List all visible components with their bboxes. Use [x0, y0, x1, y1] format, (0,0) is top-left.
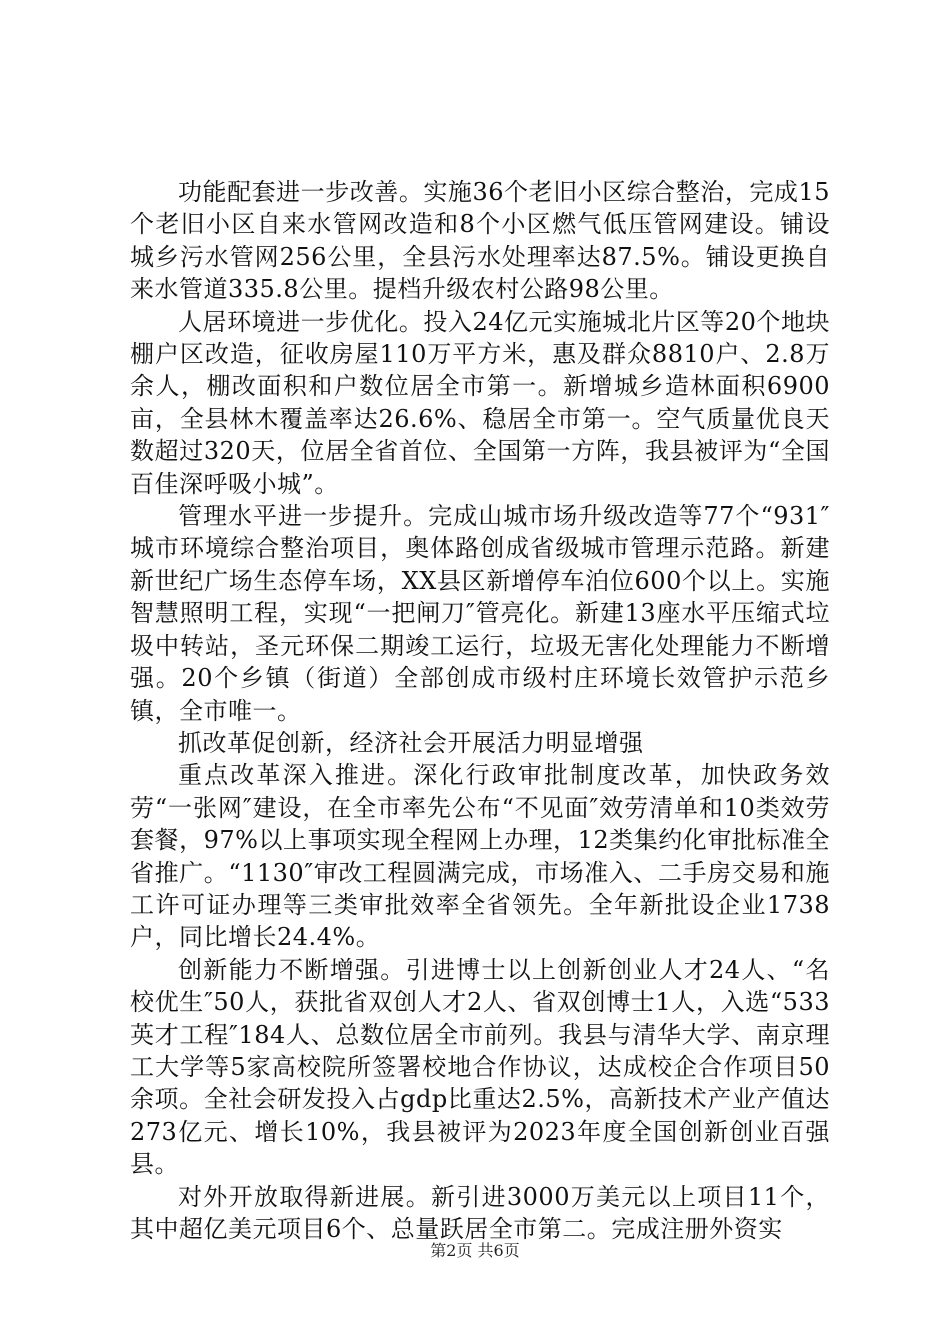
paragraph-key-reforms: 重点改革深入推进。深化行政审批制度改革，加快政务效劳“一张网″建设，在全市率先公布“不见面″效劳清单和10类效劳套餐，97%以上事项实现全程网上办理，12类集约化审批标准全省推广。“1130″审改工程圆满完成，市场准入、二手房交易和施工许可证办理等三类审批效率全省领先。全年新批设企业1738户，同比增长24.4%。 — [130, 761, 830, 952]
paragraph-management: 管理水平进一步提升。完成山城市场升级改造等77个“931″城市环境综合整治项目，奥体路创成省级城市管理示范路。新建新世纪广场生态停车场，XX县区新增停车泊位600个以上。实施智慧照明工程，实现“一把闸刀″管亮化。新建13座水平压缩式垃圾中转站，圣元环保二期竣工运行，垃圾无害化处理能力不断增强。20个乡镇（街道）全部创成市级村庄环境长效管护示范乡镇，全市唯一。 — [130, 502, 830, 725]
page-number: 第2页 共6页 — [430, 1241, 520, 1260]
paragraph-innovation: 创新能力不断增强。引进博士以上创新创业人才24人、“名校优生″50人，获批省双创人才2人、省双创博士1人，入选“533英才工程″184人、总数位居全市前列。我县与清华大学、南京理工大学等5家高校院所签署校地合作协议，达成校企合作项目50余项。全社会研发投入占gdp比重达2.5%，高新技术产业产值达273亿元、增长10%，我县被评为2023年度全国创新创业百强县。 — [130, 955, 830, 1179]
section-heading-reform: 抓改革促创新，经济社会开展活力明显增强 — [178, 728, 644, 757]
paragraph-infrastructure: 功能配套进一步改善。实施36个老旧小区综合整治，完成15个老旧小区自来水管网改造和8个小区燃气低压管网建设。铺设城乡污水管网256公里，全县污水处理率达87.5%。铺设更换自来水管道335.8公里。提档升级农村公路98公里。 — [130, 178, 830, 304]
paragraph-living-environment: 人居环境进一步优化。投入24亿元实施城北片区等20个地块棚户区改造，征收房屋110万平方米，惠及群众8810户、2.8万余人，棚改面积和户数位居全市第一。新增城乡造林面积6900亩，全县林木覆盖率达26.6%、稳居全市第一。空气质量优良天数超过320天，位居全省首位、全国第一方阵，我县被评为“全国百佳深呼吸小城”。 — [130, 307, 830, 498]
paragraph-opening-up: 对外开放取得新进展。新引进3000万美元以上项目11个，其中超亿美元项目6个、总量跃居全市第二。完成注册外资实 — [130, 1182, 830, 1243]
page-footer — [0, 1238, 950, 1261]
document-body — [130, 176, 830, 1245]
